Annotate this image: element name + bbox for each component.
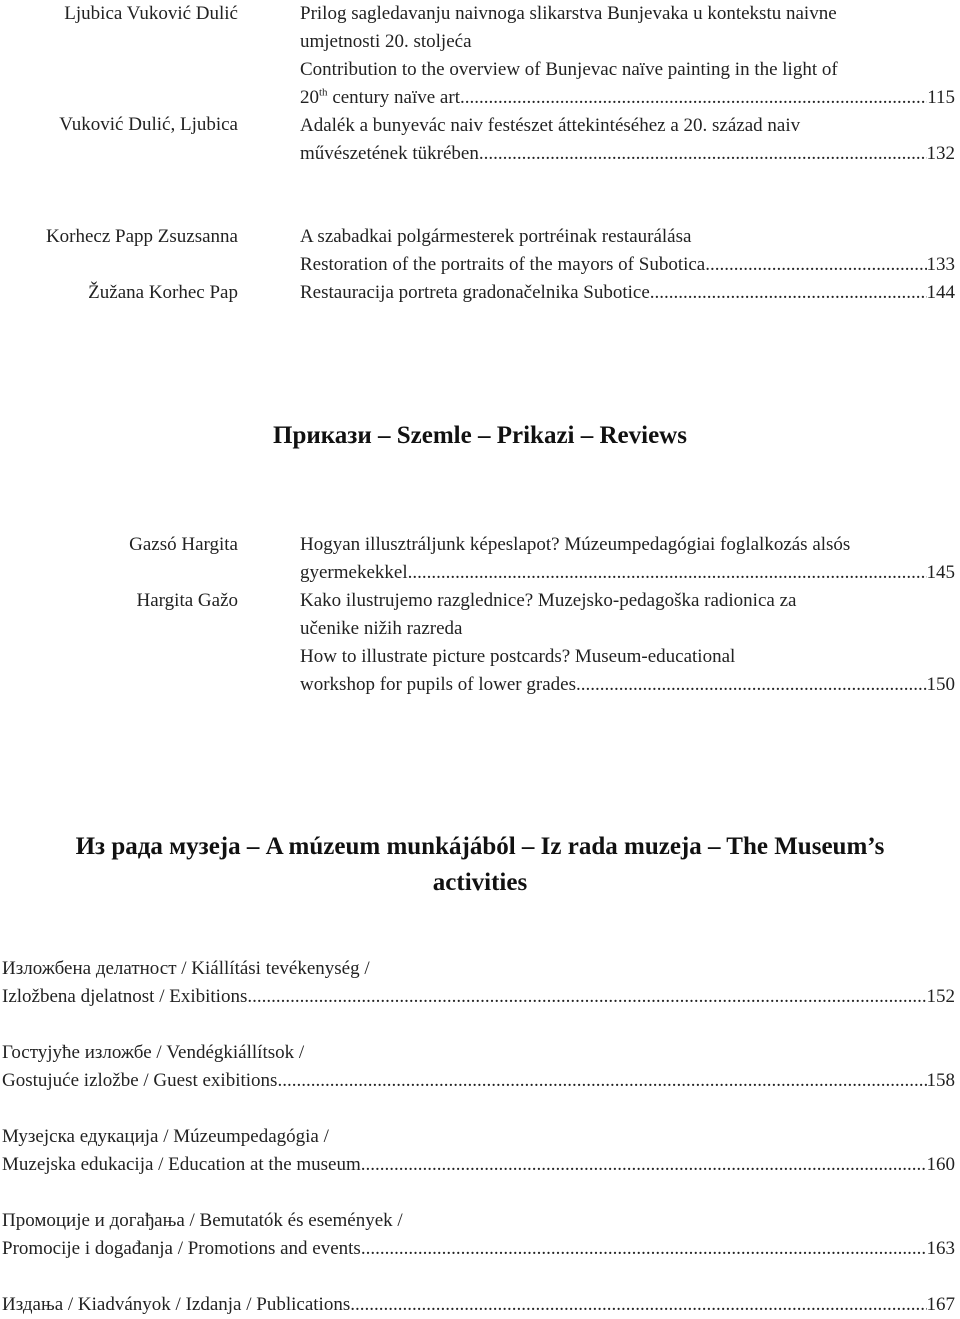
activity-entry xyxy=(0,1039,955,1095)
author-name: Korhecz Papp Zsuzsanna xyxy=(45,226,238,247)
dot-leader xyxy=(479,140,927,168)
activity-line-with-page: Gostujuće izložbe / Guest exibitions ..... 158 xyxy=(0,1067,955,1095)
section-heading-activities xyxy=(0,829,960,901)
page-number: 115 xyxy=(927,87,955,108)
title-line: Contribution to the overview of Bunjevac naïve painting in the light of xyxy=(300,59,838,80)
dot-leader xyxy=(247,983,926,1011)
activity-line-with-page: Издања / Kiadványok / Izdanja / Publications ..... 167 xyxy=(0,1291,955,1319)
author-name: Gazsó Hargita xyxy=(129,534,238,555)
section-heading-reviews: Прикази – Szemle – Prikazi – Reviews xyxy=(273,422,687,449)
entry-titles xyxy=(300,223,955,307)
dot-leader xyxy=(460,84,927,112)
title-line-with-page: gyermekekkel ..... 145 xyxy=(300,559,955,587)
dot-leader xyxy=(705,251,926,279)
heading-line: activities xyxy=(432,869,528,896)
title-line-with-page: Restauracija portreta gradonačelnika Subotice ..... 144 xyxy=(300,279,955,307)
title-line: umjetnosti 20. stoljeća xyxy=(300,31,472,52)
page-number: 132 xyxy=(926,143,955,164)
title-line: Hogyan illusztráljunk képeslapot? Múzeumpedagógiai foglalkozás alsós xyxy=(300,534,851,555)
activity-line-with-page: Muzejska edukacija / Education at the museum ..... 160 xyxy=(0,1151,955,1179)
page-number: 167 xyxy=(926,1294,955,1315)
activity-line: Промоције и догађања / Bemutatók és események / xyxy=(2,1210,403,1231)
entry-authors xyxy=(0,223,238,313)
activity-entry xyxy=(0,1291,955,1319)
page-number: 145 xyxy=(926,562,955,583)
activity-entry xyxy=(0,1207,955,1263)
activity-line-with-page: Izložbena djelatnost / Exibitions ..... 152 xyxy=(0,983,955,1011)
title-line: How to illustrate picture postcards? Museum-educational xyxy=(300,646,736,667)
dot-leader xyxy=(650,279,927,307)
activity-line: Изложбена делатност / Kiállítási tevékenység / xyxy=(2,958,370,979)
activity-line: Музејска едукација / Múzeumpedagógia / xyxy=(2,1126,329,1147)
page-number: 152 xyxy=(926,986,955,1007)
activity-line: Гостујуће изложбе / Vendégkiállítsok / xyxy=(2,1042,305,1063)
entry-titles xyxy=(300,531,955,699)
author-name: Vuković Dulić, Ljubica xyxy=(59,114,238,135)
dot-leader xyxy=(277,1067,926,1095)
title-line: Kako ilustrujemo razglednice? Muzejsko-pedagoška radionica za xyxy=(300,590,797,611)
author-name: Hargita Gažo xyxy=(136,590,238,611)
entry-titles xyxy=(300,0,955,168)
toc-entry-bunjevac-painting xyxy=(0,0,960,170)
toc-entry-postcards xyxy=(0,531,960,706)
author-name: Ljubica Vuković Dulić xyxy=(64,3,238,24)
title-line: A szabadkai polgármesterek portréinak restaurálása xyxy=(300,226,692,247)
page-number: 158 xyxy=(926,1070,955,1091)
author-name: Žužana Korhec Pap xyxy=(88,282,238,303)
title-line-with-page: 20th century naïve art ..... 115 xyxy=(300,84,955,112)
title-line: Prilog sagledavanju naivnoga slikarstva Bunjevaka u kontekstu naivne xyxy=(300,3,837,24)
dot-leader xyxy=(361,1151,927,1179)
toc-entry-mayors-portraits xyxy=(0,223,960,313)
activity-line-with-page: Promocije i događanja / Promotions and events ..... 163 xyxy=(0,1235,955,1263)
title-line-with-page: workshop for pupils of lower grades ..... 150 xyxy=(300,671,955,699)
title-line-with-page: művészetének tükrében ..... 132 xyxy=(300,140,955,168)
activity-entry xyxy=(0,955,955,1011)
entry-authors xyxy=(0,0,238,170)
title-line: Adalék a bunyevác naiv festészet áttekintéséhez a 20. század naiv xyxy=(300,115,801,136)
page-number: 150 xyxy=(926,674,955,695)
heading-line: Из рада музеја – A múzeum munkájából – Iz rada muzeja – The Museum’s xyxy=(75,833,885,860)
dot-leader xyxy=(576,671,927,699)
dot-leader xyxy=(361,1235,927,1263)
page-number: 133 xyxy=(926,254,955,275)
activity-entry xyxy=(0,1123,955,1179)
page-number: 144 xyxy=(926,282,955,303)
dot-leader xyxy=(350,1291,926,1319)
page-number: 163 xyxy=(926,1238,955,1259)
title-line-with-page: Restoration of the portraits of the mayors of Subotica ..... 133 xyxy=(300,251,955,279)
page-number: 160 xyxy=(926,1154,955,1175)
entry-authors xyxy=(0,531,238,706)
dot-leader xyxy=(408,559,927,587)
title-line: učenike nižih razreda xyxy=(300,618,463,639)
